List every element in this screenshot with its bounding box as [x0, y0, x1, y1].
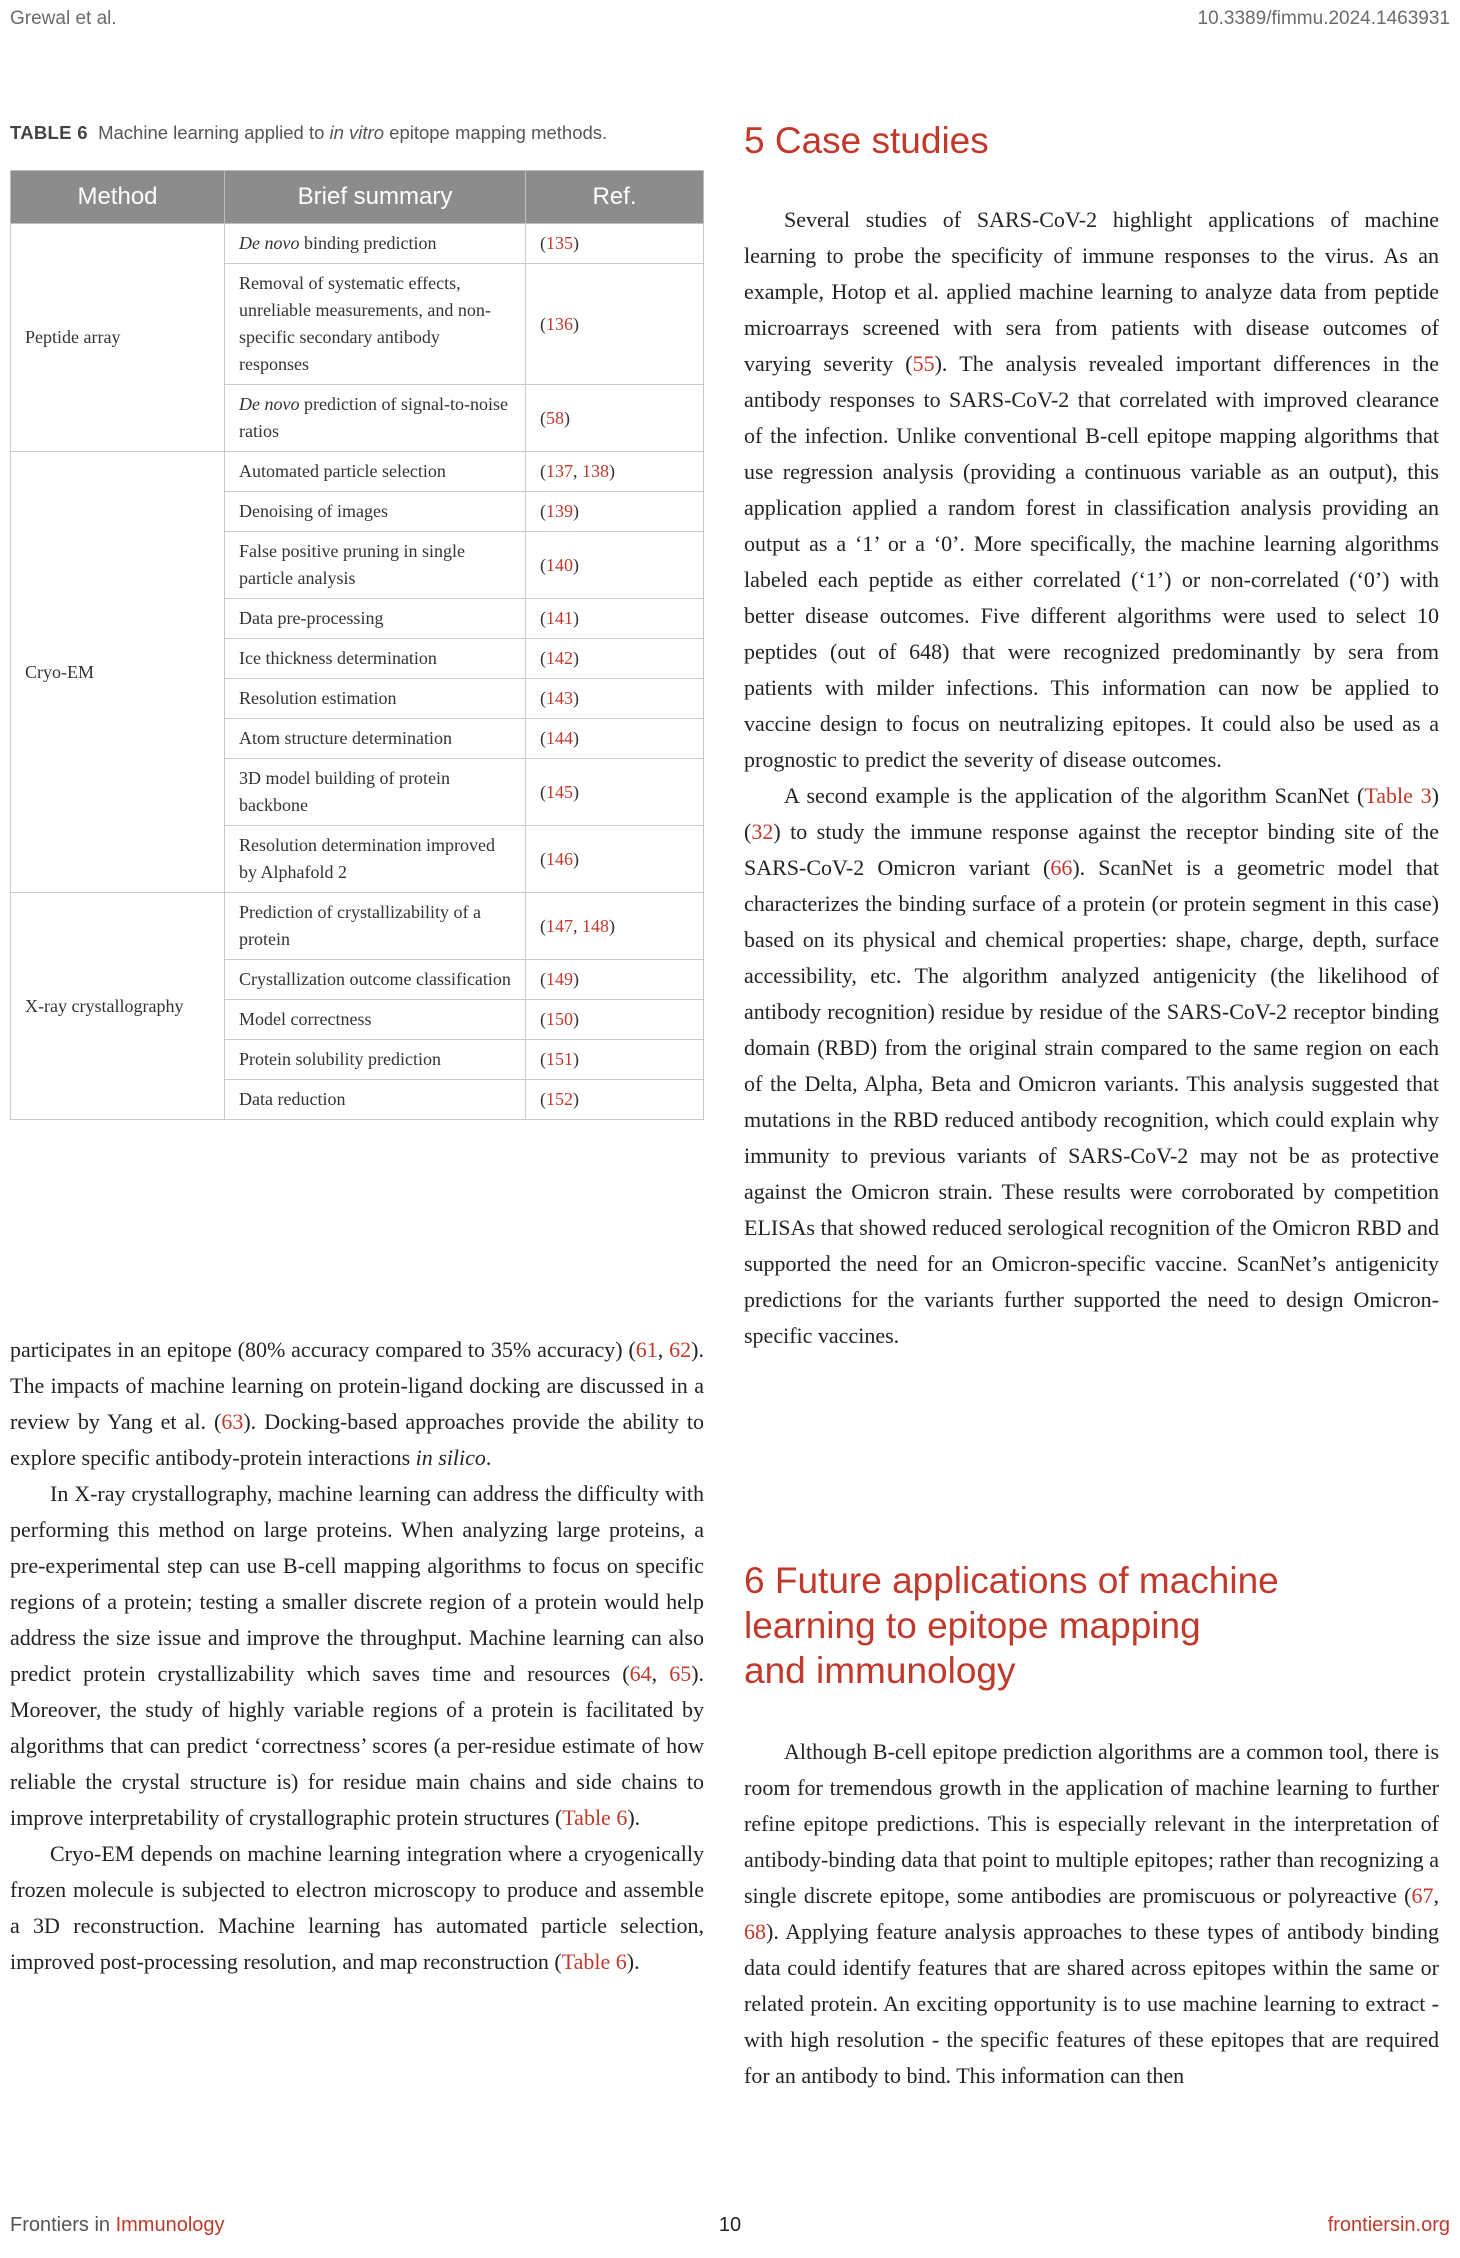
- table-link[interactable]: Table 6: [561, 1949, 627, 1974]
- paren: ): [573, 313, 579, 334]
- paren: ): [609, 915, 615, 936]
- citation-link[interactable]: 55: [912, 351, 935, 376]
- paren: ): [609, 461, 615, 481]
- table-header-row: [11, 171, 704, 224]
- paren: (: [540, 1049, 546, 1069]
- summary-cell: [225, 224, 526, 264]
- table-link[interactable]: Table 3: [1364, 783, 1432, 808]
- ref-cell: [526, 679, 704, 719]
- summary-text: Removal of systematic effects, unreliable measurements, and non-specific secondary antibody responses: [239, 273, 491, 374]
- summary-text: Data pre-processing: [239, 608, 384, 628]
- paragraph: [10, 1836, 704, 1980]
- section-5-body: [744, 202, 1439, 1354]
- summary-cell: [225, 599, 526, 639]
- text-run: Several studies of SARS-CoV-2 highlight applications of machine learning to probe the specificity of immune responses to the virus. As an example, Hotop et al. applied machine learning to analyze data from peptide microarrays screened with sera from patients with disease outcomes of varying severity (: [744, 207, 1439, 376]
- ref-cell: [526, 893, 704, 960]
- italic-term: in silico: [415, 1445, 486, 1470]
- reference-link[interactable]: 145: [546, 781, 573, 802]
- summary-cell: [225, 719, 526, 759]
- text-run: Cryo-EM depends on machine learning integration where a cryogenically frozen molecule is subjected to electron microscopy to produce and assemble a 3D reconstruction. Machine learning has automated particle selection, improved post-processing resolution, and map reconstruction (: [10, 1841, 704, 1974]
- reference-link[interactable]: 151: [546, 1049, 573, 1069]
- ref-cell: [526, 826, 704, 893]
- text-run: ,: [1433, 1883, 1439, 1908]
- paren: ): [573, 1089, 579, 1109]
- text-run: ,: [651, 1661, 670, 1686]
- table-caption-text-post: epitope mapping methods.: [384, 122, 608, 143]
- reference-link[interactable]: 58: [546, 407, 564, 428]
- summary-cell: [225, 1000, 526, 1040]
- paren: (: [540, 688, 546, 708]
- ref-cell: [526, 960, 704, 1000]
- citation-link[interactable]: 32: [751, 819, 774, 844]
- text-run: ). Docking-based approaches provide the ability to explore specific antibody-protein interactions: [10, 1409, 704, 1470]
- reference-link[interactable]: 138: [582, 461, 609, 481]
- citation-link[interactable]: 63: [221, 1409, 244, 1434]
- summary-italic: De novo: [239, 394, 300, 414]
- reference-link[interactable]: 147: [546, 915, 573, 936]
- paren: ): [573, 501, 579, 521]
- citation-link[interactable]: 65: [669, 1661, 692, 1686]
- paren: (: [540, 313, 546, 334]
- summary-text: Denoising of images: [239, 501, 388, 521]
- text-run: ). The impacts of machine learning on protein-ligand docking are discussed in a review by Yang et al. (: [10, 1337, 704, 1434]
- paragraph: [744, 202, 1439, 778]
- table-body: [11, 224, 704, 1120]
- summary-text: Model correctness: [239, 1009, 372, 1029]
- summary-cell: [225, 492, 526, 532]
- separator: ,: [573, 461, 582, 481]
- paren: ): [573, 781, 579, 802]
- ref-cell: [526, 264, 704, 385]
- reference-link[interactable]: 141: [546, 608, 573, 628]
- summary-cell: [225, 452, 526, 492]
- paren: ): [573, 554, 579, 575]
- reference-link[interactable]: 142: [546, 648, 573, 668]
- paren: (: [540, 915, 546, 936]
- summary-cell: [225, 759, 526, 826]
- paragraph: [10, 1332, 704, 1476]
- text-run: Although B-cell epitope prediction algorithms are a common tool, there is room for tremendous growth in the application of machine learning to further refine epitope predictions. This is especially relevant in the interpretation of antibody-binding data that point to multiple epitopes; rather than recognizing a single discrete epitope, some antibodies are promiscuous or polyreactive (: [744, 1739, 1439, 1908]
- paren: ): [573, 1049, 579, 1069]
- text-run: In X-ray crystallography, machine learning can address the difficulty with performing this method on large proteins. When analyzing large proteins, a pre-experimental step can use B-cell mapping algorithms to focus on specific regions of a protein; testing a smaller discrete region of a protein would help address the size issue and improve the throughput. Machine learning can also predict protein crystallizability which saves time and resources (: [10, 1481, 704, 1686]
- summary-text: Protein solubility prediction: [239, 1049, 441, 1069]
- summary-cell: [225, 960, 526, 1000]
- ref-cell: [526, 452, 704, 492]
- left-column-text: [10, 1332, 704, 1980]
- paren: (: [540, 969, 546, 989]
- table-caption-text-pre: Machine learning applied to: [98, 122, 330, 143]
- running-head-doi: 10.3389/fimmu.2024.1463931: [1197, 8, 1450, 29]
- footer-journal-prefix: Frontiers in: [10, 2214, 116, 2236]
- reference-link[interactable]: 139: [546, 501, 573, 521]
- ref-cell: [526, 719, 704, 759]
- summary-text: binding prediction: [299, 233, 437, 253]
- summary-text: 3D model building of protein backbone: [239, 768, 450, 815]
- text-run: ). ScanNet is a geometric model that characterizes the binding surface of a protein (or protein segment in this case) based on its physical and chemical properties: shape, charge, depth, surface accessibility, etc. The algorithm analyzed antigenicity (the likelihood of antibody recognition) residue by residue of the SARS-CoV-2 receptor binding domain (RBD) from the original strain compared to the same region on each of the Delta, Alpha, Beta and Omicron variants. This analysis suggested that mutations in the RBD reduced antibody recognition, which could explain why immunity to previous variants of SARS-CoV-2 may not be as protective against the Omicron strain. These results were corroborated by competition ELISAs that showed reduced serological recognition of the Omicron RBD and supported the need for an Omicron-specific vaccine. ScanNet’s antigenicity predictions for the variants further supported the need to design Omicron-specific vaccines.: [744, 855, 1439, 1348]
- reference-link[interactable]: 149: [546, 969, 573, 989]
- summary-text: Ice thickness determination: [239, 648, 437, 668]
- summary-cell: [225, 679, 526, 719]
- summary-cell: [225, 639, 526, 679]
- column-header-ref: Ref.: [526, 171, 704, 224]
- summary-text: Resolution estimation: [239, 688, 397, 708]
- paren: ): [573, 728, 579, 748]
- summary-cell: [225, 826, 526, 893]
- section-6-body: [744, 1734, 1439, 2094]
- paragraph: [744, 778, 1439, 1354]
- text-run: ). Applying feature analysis approaches to these types of antibody binding data could identify features that are shared across epitopes within the same or related protein. An exciting opportunity is to use machine learning to extract -with high resolution - the specific features of these epitopes that are required for an antibody to bind. This information can then: [744, 1919, 1439, 2088]
- paren: (: [540, 648, 546, 668]
- citation-link[interactable]: 67: [1411, 1883, 1434, 1908]
- footer-journal-name: Immunology: [115, 2214, 225, 2236]
- text-run: participates in an epitope (80% accuracy compared to 35% accuracy) (: [10, 1337, 636, 1362]
- title-line: learning to epitope mapping: [744, 1605, 1201, 1646]
- citation-link[interactable]: 66: [1050, 855, 1073, 880]
- summary-cell: [225, 1080, 526, 1120]
- ref-cell: [526, 492, 704, 532]
- summary-cell: [225, 532, 526, 599]
- reference-link[interactable]: 146: [546, 848, 573, 869]
- reference-link[interactable]: 152: [546, 1089, 573, 1109]
- table-row: [11, 893, 704, 960]
- text-run: A second example is the application of the algorithm ScanNet (: [784, 783, 1365, 808]
- title-line: 6 Future applications of machine: [744, 1560, 1279, 1601]
- paren: (: [540, 1009, 546, 1029]
- ref-cell: [526, 224, 704, 264]
- paren: (: [540, 1089, 546, 1109]
- text-run: ) to study the immune response against the receptor binding site of the SARS-CoV-2 Omicron variant (: [744, 819, 1439, 880]
- reference-link[interactable]: 148: [582, 915, 609, 936]
- table-caption-text-italic: in vitro: [329, 122, 385, 143]
- ref-cell: [526, 385, 704, 452]
- paren: ): [573, 969, 579, 989]
- paren: (: [540, 407, 546, 428]
- reference-link[interactable]: 137: [546, 461, 573, 481]
- paren: ): [573, 648, 579, 668]
- ref-cell: [526, 639, 704, 679]
- text-run: ).: [626, 1949, 640, 1974]
- ref-cell: [526, 1000, 704, 1040]
- ref-cell: [526, 1080, 704, 1120]
- footer-page-number: 10: [718, 2214, 742, 2236]
- paren: ): [573, 848, 579, 869]
- paren: ): [573, 233, 579, 253]
- table-6: [10, 170, 704, 1120]
- citation-link[interactable]: 64: [629, 1661, 652, 1686]
- ref-cell: [526, 599, 704, 639]
- summary-text: Atom structure determination: [239, 728, 452, 748]
- reference-link[interactable]: 144: [546, 728, 573, 748]
- paren: (: [540, 501, 546, 521]
- running-head-authors: Grewal et al.: [10, 8, 117, 29]
- summary-text: False positive pruning in single particle analysis: [239, 541, 465, 588]
- text-run: ) (: [744, 783, 1439, 844]
- reference-link[interactable]: 135: [546, 233, 573, 253]
- summary-text: prediction of signal-to-noise ratios: [239, 394, 508, 441]
- table-row: [11, 452, 704, 492]
- section-6-title: [744, 1558, 1444, 1693]
- ref-cell: [526, 1040, 704, 1080]
- table-caption: [10, 122, 710, 144]
- paragraph: [10, 1476, 704, 1836]
- summary-italic: De novo: [239, 233, 300, 253]
- paren: ): [573, 608, 579, 628]
- reference-link[interactable]: 150: [546, 1009, 573, 1029]
- text-run: ). Moreover, the study of highly variable regions of a protein is facilitated by algorithms that can predict ‘correctness’ scores (a per-residue estimate of how reliable the crystal structure is) for residue main chains and side chains to improve interpretability of crystallographic protein structures (: [10, 1661, 705, 1830]
- method-cell: X-ray crystallography: [11, 893, 225, 1120]
- reference-link[interactable]: 140: [546, 554, 573, 575]
- method-cell: Cryo-EM: [11, 452, 225, 893]
- citation-link[interactable]: 61: [635, 1337, 658, 1362]
- summary-text: Resolution determination improved by Alphafold 2: [239, 835, 495, 882]
- summary-cell: [225, 893, 526, 960]
- text-run: ). The analysis revealed important differences in the antibody responses to SARS-CoV-2 that correlated with improved clearance of the infection. Unlike conventional B-cell epitope mapping algorithms that use regression analysis (providing a continuous variable as an output), this application applied a random forest in classification analysis providing an output as a ‘1’ or a ‘0’. More specifically, the machine learning algorithms labeled each peptide as either correlated (‘1’) or non-correlated (‘0’) with better disease outcomes. Five different algorithms were used to select 10 peptides (out of 648) that were recognized predominantly by sera from patients with milder infections. This information can now be applied to vaccine design to focus on neutralizing epitopes. It could also be used as a prognostic to predict the severity of disease outcomes.: [744, 351, 1439, 772]
- summary-text: Crystallization outcome classification: [239, 969, 511, 989]
- summary-text: Prediction of crystallizability of a protein: [239, 902, 481, 949]
- citation-link[interactable]: 62: [669, 1337, 692, 1362]
- summary-text: Data reduction: [239, 1089, 346, 1109]
- summary-cell: [225, 1040, 526, 1080]
- paren: ): [573, 1009, 579, 1029]
- summary-text: Automated particle selection: [239, 461, 446, 481]
- paren: ): [573, 688, 579, 708]
- footer-site-link[interactable]: frontiersin.org: [1327, 2214, 1450, 2236]
- text-run: ).: [627, 1805, 641, 1830]
- section-5-title: 5 Case studies: [744, 120, 989, 161]
- ref-cell: [526, 532, 704, 599]
- paren: (: [540, 781, 546, 802]
- table-link[interactable]: Table 6: [562, 1805, 628, 1830]
- table-caption-label: TABLE 6: [10, 122, 88, 143]
- paragraph: [744, 1734, 1439, 2094]
- ref-cell: [526, 759, 704, 826]
- text-run: ,: [657, 1337, 670, 1362]
- summary-cell: [225, 264, 526, 385]
- table-row: [11, 224, 704, 264]
- paren: (: [540, 848, 546, 869]
- paren: (: [540, 728, 546, 748]
- column-header-summary: Brief summary: [225, 171, 526, 224]
- reference-link[interactable]: 143: [546, 688, 573, 708]
- title-line: and immunology: [744, 1650, 1016, 1691]
- citation-link[interactable]: 68: [744, 1919, 766, 1944]
- reference-link[interactable]: 136: [546, 313, 573, 334]
- separator: ,: [573, 915, 582, 936]
- text-run: .: [485, 1445, 492, 1470]
- paren: ): [564, 407, 570, 428]
- column-header-method: Method: [11, 171, 225, 224]
- summary-cell: [225, 385, 526, 452]
- paren: (: [540, 233, 546, 253]
- method-cell: Peptide array: [11, 224, 225, 452]
- paren: (: [540, 554, 546, 575]
- paren: (: [540, 608, 546, 628]
- paren: (: [540, 461, 546, 481]
